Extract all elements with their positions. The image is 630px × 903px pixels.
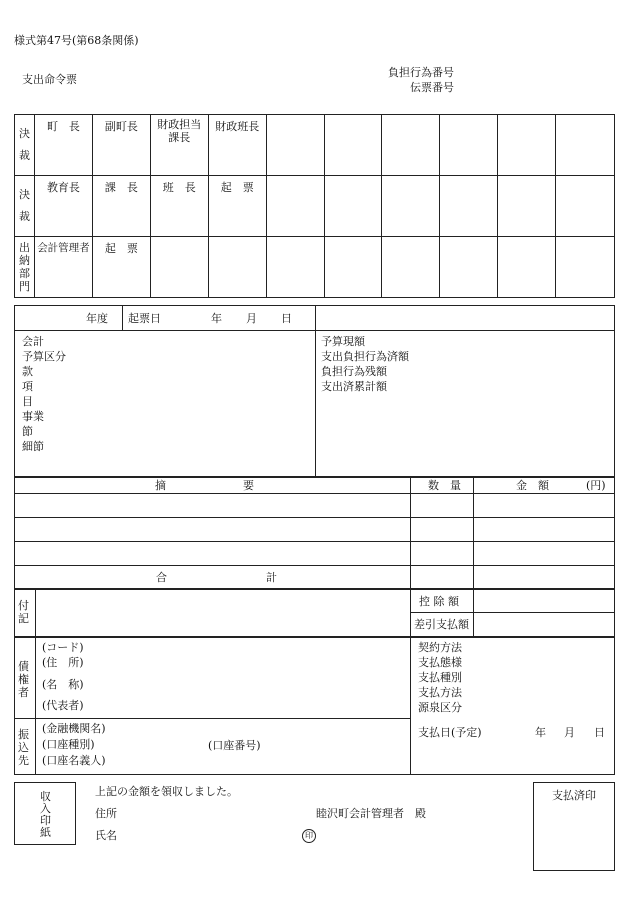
- approval-cell-blank[interactable]: [440, 176, 498, 237]
- creditor-address: (住 所): [42, 656, 84, 669]
- approval-cell-mayor[interactable]: [34, 115, 92, 176]
- approval-cell-blank[interactable]: [556, 176, 615, 237]
- draft-date-label: 起票日: [128, 312, 161, 325]
- approval-cell-blank[interactable]: [498, 237, 556, 298]
- approval-row3-label-text: 出納部門: [18, 241, 30, 293]
- payment-year: 年: [535, 726, 546, 739]
- amount-header: 金 額: [516, 479, 549, 492]
- approval-cell-section-head[interactable]: [92, 176, 150, 237]
- transfer-label: 振込先: [18, 728, 29, 767]
- approval-cell-label: 町 長: [46, 120, 80, 133]
- budget-cumulative-spent: 支出済累計額: [321, 380, 387, 393]
- receipt-recipient: 睦沢町会計管理者 殿: [316, 807, 426, 820]
- payment-method: 支払方法: [418, 686, 462, 699]
- budget-burden-remaining: 負担行為残額: [321, 365, 387, 378]
- contract-list: [418, 640, 462, 715]
- approval-grid: [14, 114, 615, 298]
- seal-mark: 印: [302, 829, 316, 843]
- account-type: (口座種別): [42, 738, 95, 751]
- approval-cell-deputy-mayor[interactable]: [92, 115, 150, 176]
- form-title: 支出命令票: [22, 73, 77, 86]
- budget-burden-done: 支出負担行為済額: [321, 350, 409, 363]
- budget-item-account: 会計: [22, 335, 44, 348]
- fiscal-year-label: 年度: [86, 312, 108, 325]
- approval-cell-team-head[interactable]: [150, 176, 208, 237]
- revenue-stamp-label: 収入印紙: [40, 790, 51, 839]
- approval-cell-blank[interactable]: [498, 176, 556, 237]
- slip-number-label: 伝票番号: [410, 81, 454, 94]
- payment-date-label: 支払日(予定): [418, 726, 482, 739]
- payment-mode: 支払態様: [418, 656, 462, 669]
- approval-cell-blank[interactable]: [556, 237, 615, 298]
- approval-cell-label: 財政担当課長: [157, 118, 202, 144]
- approval-cell-drafter[interactable]: [92, 237, 150, 298]
- payment-type: 支払種別: [418, 671, 462, 684]
- seal-icon: [302, 828, 316, 843]
- approval-cell-label: 起 票: [220, 181, 254, 194]
- contract-method: 契約方法: [418, 641, 462, 654]
- summary-row-1[interactable]: [15, 494, 410, 517]
- revenue-stamp-box: [14, 782, 76, 845]
- approval-cell-blank[interactable]: [324, 115, 382, 176]
- approval-cell-label: 副町長: [104, 120, 138, 133]
- approval-cell-blank[interactable]: [440, 237, 498, 298]
- yen-unit: (円): [586, 479, 606, 492]
- approval-cell-label: 班 長: [162, 181, 196, 194]
- approval-cell-blank[interactable]: [382, 176, 440, 237]
- approval-cell-blank[interactable]: [266, 176, 324, 237]
- budget-item-moku: 目: [22, 395, 33, 408]
- budget-right-list: [321, 334, 409, 394]
- remarks-input[interactable]: [36, 590, 410, 636]
- budget-item-kan: 款: [22, 365, 33, 378]
- burden-number-label: 負担行為番号: [388, 66, 454, 79]
- budget-item-setsu: 節: [22, 425, 33, 438]
- creditor-code: (コード): [42, 641, 84, 654]
- approval-cell-blank[interactable]: [208, 237, 266, 298]
- approval-cell-label: 課 長: [104, 181, 138, 194]
- receipt-statement: 上記の金額を領収しました。: [95, 785, 238, 798]
- creditor-representative: (代表者): [42, 699, 84, 712]
- payment-month: 月: [564, 726, 575, 739]
- draft-month-label: 月: [246, 312, 257, 325]
- draft-year-label: 年: [211, 312, 222, 325]
- approval-cell-blank[interactable]: [498, 115, 556, 176]
- payment-day: 日: [594, 726, 605, 739]
- form-number: 様式第47号(第68条関係): [14, 34, 139, 47]
- budget-item-category: 予算区分: [22, 350, 66, 363]
- approval-cell-accounting-manager[interactable]: [34, 237, 92, 298]
- approval-cell-drafter[interactable]: [208, 176, 266, 237]
- summary-row-2[interactable]: [15, 518, 410, 541]
- creditor-label: 債権者: [18, 660, 29, 699]
- approval-cell-blank[interactable]: [382, 115, 440, 176]
- remarks-label: 付記: [18, 599, 29, 625]
- approval-cell-blank[interactable]: [150, 237, 208, 298]
- account-holder: (口座名義人): [42, 754, 106, 767]
- summary-row-3[interactable]: [15, 542, 410, 565]
- budget-item-kou: 項: [22, 380, 33, 393]
- approval-row1-label: [15, 115, 35, 176]
- approval-row1-label-text: 決裁: [18, 127, 30, 162]
- receipt-address-label: 住所: [95, 807, 117, 820]
- paid-stamp-label: 支払済印: [552, 789, 596, 802]
- deduction-label: 控 除 額: [419, 595, 459, 608]
- approval-cell-label: 財政班長: [215, 120, 260, 133]
- approval-cell-finance-manager[interactable]: [150, 115, 208, 176]
- draft-day-label: 日: [281, 312, 292, 325]
- approval-cell-label: 会計管理者: [37, 242, 90, 254]
- approval-cell-blank[interactable]: [324, 176, 382, 237]
- budget-current-amount: 予算現額: [321, 335, 365, 348]
- approval-cell-label: 教育長: [46, 181, 80, 194]
- approval-cell-blank[interactable]: [382, 237, 440, 298]
- receipt-name-label: 氏名: [95, 829, 117, 842]
- budget-left-list: [22, 334, 66, 454]
- approval-cell-blank[interactable]: [324, 237, 382, 298]
- creditor-name: (名 称): [42, 678, 84, 691]
- approval-cell-label: 起 票: [104, 242, 138, 255]
- approval-cell-superintendent[interactable]: [34, 176, 92, 237]
- approval-cell-blank[interactable]: [266, 237, 324, 298]
- account-number: (口座番号): [208, 739, 261, 752]
- bank-name: (金融機関名): [42, 722, 106, 735]
- approval-row3-label: [15, 237, 35, 298]
- budget-item-project: 事業: [22, 410, 44, 423]
- approval-cell-blank[interactable]: [440, 115, 498, 176]
- approval-row2-label-text: 決裁: [18, 188, 30, 223]
- budget-item-saisetsu: 細節: [22, 440, 44, 453]
- quantity-header: 数 量: [428, 479, 461, 492]
- paid-stamp-box: [533, 782, 615, 871]
- approval-cell-blank[interactable]: [266, 115, 324, 176]
- withholding-category: 源泉区分: [418, 701, 462, 714]
- approval-row2-label: [15, 176, 35, 237]
- summary-header: 摘 要: [155, 479, 254, 492]
- approval-cell-finance-chief[interactable]: [208, 115, 266, 176]
- net-payment-label: 差引支払額: [414, 618, 469, 631]
- approval-cell-blank[interactable]: [556, 115, 615, 176]
- total-label: 合 計: [156, 571, 277, 584]
